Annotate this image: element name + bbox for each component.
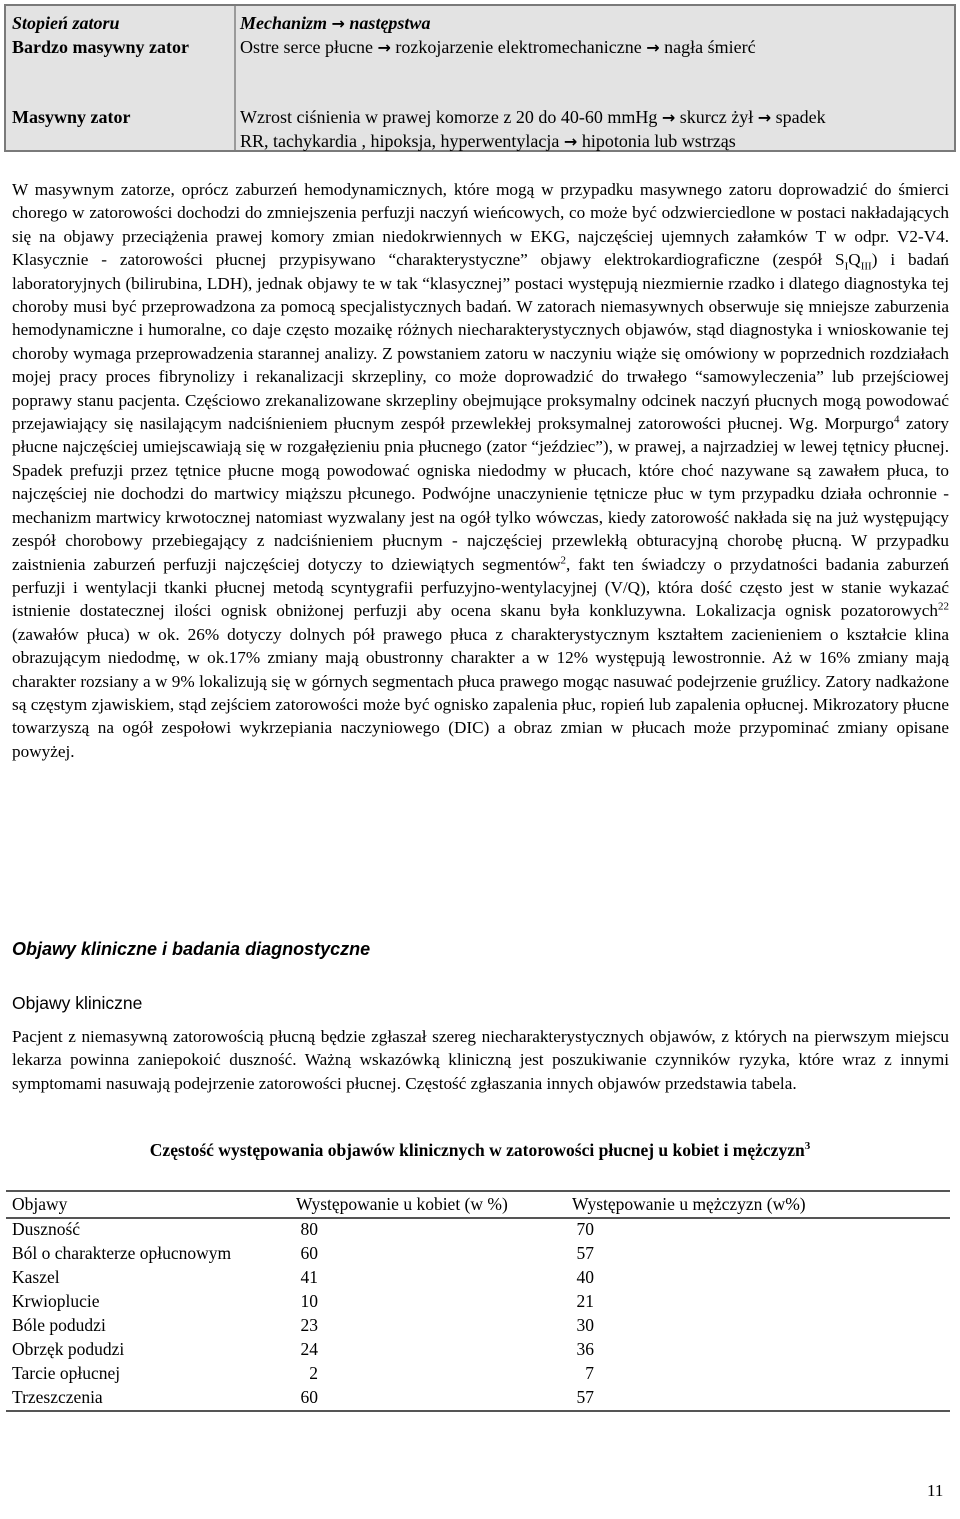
table-header-row: Objawy Występowanie u kobiet (w %) Występowanie u mężczyzn (w%) (12, 1194, 806, 1214)
header-mechanism: Mechanizm → następstwa (240, 13, 431, 33)
arrow-icon: → (646, 38, 660, 57)
table-row: Trzeszczenia 60 57 (12, 1387, 594, 1407)
table-row: Ból o charakterze opłucnowym 60 57 (12, 1243, 594, 1263)
row-massive-mechanism-line2: RR, tachykardia , hipoksja, hyperwentylacja → hipotonia lub wstrząs (240, 131, 736, 151)
table-row: Kaszel 41 40 (12, 1267, 594, 1287)
stage-mechanism-table (4, 4, 956, 152)
header-stage: Stopień zatoru (12, 13, 120, 33)
arrow-icon: → (377, 38, 391, 57)
table-row: Krwioplucie 10 21 (12, 1291, 594, 1311)
table-caption: Częstość występowania objawów klinicznych w zatorowości płucnej u kobiet i mężczyzn$^3$ (149, 1140, 811, 1160)
row-massive-label: Masywny zator (12, 107, 131, 127)
table-row: Obrzęk podudzi 24 36 (12, 1339, 594, 1359)
arrow-icon: → (563, 132, 578, 151)
row-very-massive-mechanism: Ostre serce płucne → rozkojarzenie elektromechaniczne → nagła śmierć (240, 37, 756, 57)
table-row: Tarcie opłucnej 2 7 (12, 1363, 594, 1383)
arrow-icon: → (331, 14, 345, 33)
table-bottom-rule (6, 1410, 950, 1412)
clinical-symptoms-paragraph: Pacjent z niemasywną zatorowością płucną będzie zgłaszał szereg niecharakterystycznych objawów, z których na pierwszym miejscu lekarza powinna zaniepokoić duszność. Ważną wskazówką kliniczną jest poszukiwanie czynników ryzyka, które wraz z innymi symptomami nasuwają podejrzenie zatorowości płucnej. Częstość zgłaszania innych objawów przedstawia tabela. (12, 1027, 949, 1093)
row-massive-mechanism-line1: Wzrost ciśnienia w prawej komorze z 20 do 40-60 mmHg → skurcz żył → spadek (240, 107, 826, 127)
arrow-icon: → (661, 108, 676, 127)
table-row: Bóle podudzi 23 30 (12, 1315, 594, 1335)
table-row: Duszność 80 70 (12, 1219, 594, 1239)
sub-title: Objawy kliniczne (12, 993, 143, 1013)
body-paragraph: W masywnym zatorze, oprócz zaburzeń hemodynamicznych, które mogą w przypadku masywnego zatoru doprowadzić do śmierci chorego w zatorowości dochodzi do zmniejszenia perfuzji naczyń wieńcowych, co może być odzwierciedlone w postaci nakładających się na objawy przeciążenia prawej komory zmian niedokrwiennych w EKG, najczęściej ujemnych załamków T w odpr. V2-V4. Klasycznie - zatorowości płucnej przypisywano “charakterystyczne” objawy elektrokardiograficzne (zespół $S_IQ_{III}$) i badań laboratoryjnych (bilirubina, LDH), jednak objawy te w tak “klasycznej” postaci występują niezmiernie rzadko i dlatego diagnostyka tej choroby musi być przeprowadzona za pomocą specjalistycznych badań. W zatorach niemasywnych obserwuje się mniejsze zaburzenia hemodynamiczne i humoralne, co daje często mozaikę różnych niecharakterystycznych objawów, stąd diagnostyka i wnioskowanie tej choroby wymaga przeprowadzenia starannej analizy. Z powstaniem zatoru w naczyniu wiąże się omówiony w poprzednich rozdziałach mojej pracy proces fibrynolizy i rekanalizacji skrzepliny, co może doprowadzić do trwałego “samowyleczenia” lub przejściowej poprawy stanu pacjenta. Częściowo zrekanalizowane skrzepliny obejmujące proksymalny odcinek naczyń płucnych mogą powodować przejawiający się nasilającym nadciśnieniem płucnym zespół przewlekłej proksymalnej zatorowości płucnej. Wg. Morpurgo$^4$ zatory płucne najczęściej umiejscawiają się w rozgałęzieniu pnia płucnego (zator “jeździec”), w prawej, a najrzadziej w lewej tętnicy płucnej. Spadek prefuzji przez tętnice płucne mogą powodować ogniska niedodmy w płucach, które choć nazywane są zawałem płuca, to najczęściej nie dochodzi do martwicy miąższu płcunego. Podwójne unaczynienie tętnicze płuc w tym przypadku działa ochronnie - mechanizm martwicy krwotocznej natomiast wyzwalany jest na ogół tylko wówczas, kiedy zatorowość nakłada się na już występujący zespół chorobowy przebiegający z nadciśnieniem płucnym - najczęściej przewlekłą obturacyjną chorobę płucną. W przypadku zaistnienia zaburzeń perfuzji najczęściej dotyczy to dziewiątych segmentów$^2$, fakt ten świadczy o przydatności badania zaburzeń perfuzji i wentylacji tkanki płucnej metodą scyntygrafii perfuzyjno-wentylacyjnej (V/Q), która dość często jest w stanie wykazać istnienie dostatecznej ilości ognisk obniżonej perfuzji aby ocena skanu była konkluzywna. Lokalizacja ognisk pozatorowych$^{22}$ (zawałów płuca) w ok. 26% dotyczy dolnych pół prawego płuca z charakterystycznym kształtem zacienieniem o kształcie klina obrazującym niedodmę, w ok.17% zmiany mają obustronny charakter a w 12% występują lewostronnie. Aż w 16% zmiany mają charakter rozsiany a w 9% lokalizują się w górnych segmentach płuca prawego mogąc nasuwać podejrzenie gruźlicy. Zatory nadkażone są częstym zjawiskiem, stąd zejściem zatorowości może być ognisko zapalenia płuc, ropień lub zapalenia opłucnej. Mikrozatory płucne towarzyszą na ogół zespołowi wykrzepiania naczyniowego (DIC) a obraz zmian w płucach może przypominać zmiany opisane powyżej. (12, 180, 949, 761)
section-title: Objawy kliniczne i badania diagnostyczne (12, 939, 371, 959)
arrow-icon: → (757, 108, 772, 127)
row-very-massive-label: Bardzo masywny zator (12, 37, 189, 57)
page-number: 11 (927, 1481, 944, 1500)
